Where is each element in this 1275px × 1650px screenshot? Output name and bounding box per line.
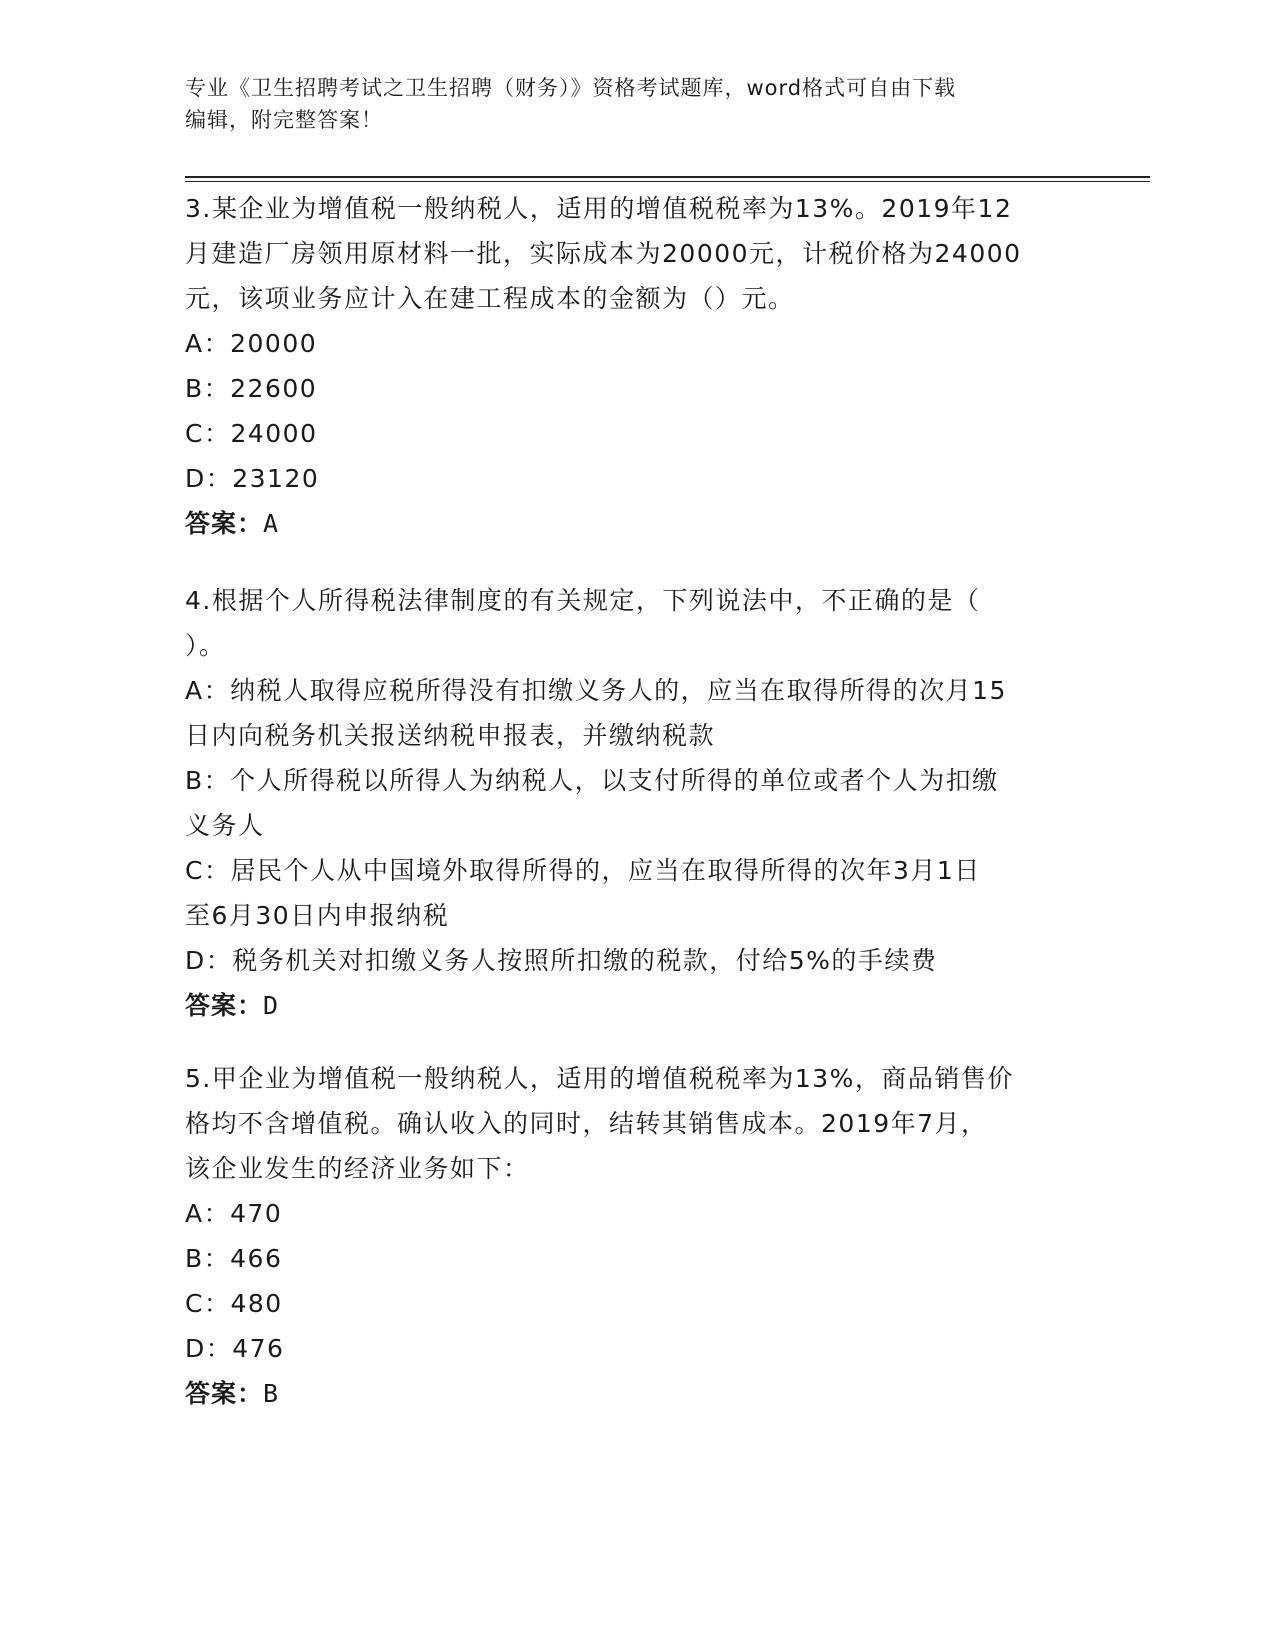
- question-stem-line: 月建造厂房领用原材料一批，实际成本为20000元，计税价格为24000: [185, 239, 1022, 268]
- header-divider: [185, 181, 1150, 182]
- option-d: D：税务机关对扣缴义务人按照所扣缴的税款，付给5%的手续费: [185, 946, 938, 975]
- option-b: B：466: [185, 1244, 283, 1273]
- answer-label: 答案：: [185, 1379, 264, 1408]
- answer: [185, 501, 1085, 546]
- answer-value: B: [263, 1379, 280, 1408]
- question-stem-line: 4.根据个人所得税法律制度的有关规定，下列说法中，不正确的是（: [185, 586, 981, 615]
- question-4: [185, 578, 1085, 1028]
- header-divider: [185, 176, 1150, 178]
- header-line: 专业《卫生招聘考试之卫生招聘（财务）》资格考试题库，word格式可自由下载: [185, 76, 957, 100]
- option-c: C：480: [185, 1289, 283, 1318]
- document-header: [185, 72, 1085, 136]
- answer-value: D: [263, 991, 280, 1020]
- answer: [185, 983, 1085, 1028]
- option-b-cont: 义务人: [185, 811, 265, 840]
- option-a: A：470: [185, 1199, 283, 1228]
- option-c: C：24000: [185, 419, 318, 448]
- option-d: D：23120: [185, 464, 320, 493]
- answer: [185, 1371, 1085, 1416]
- question-stem-line: 元，该项业务应计入在建工程成本的金额为（）元。: [185, 284, 795, 313]
- question-stem-line: 格均不含增值税。确认收入的同时，结转其销售成本。2019年7月，: [185, 1109, 988, 1138]
- answer-label: 答案：: [185, 991, 264, 1020]
- question-5: [185, 1056, 1085, 1416]
- option-a: A：纳税人取得应税所得没有扣缴义务人的，应当在取得所得的次月15: [185, 676, 1007, 705]
- option-d: D：476: [185, 1334, 285, 1363]
- answer-value: A: [263, 509, 280, 538]
- question-stem-line: ）。: [185, 631, 226, 660]
- header-line: 编辑，附完整答案！: [185, 108, 383, 132]
- option-a: A：20000: [185, 329, 318, 358]
- option-b: B：个人所得税以所得人为纳税人，以支付所得的单位或者个人为扣缴: [185, 766, 999, 795]
- question-stem-line: 3.某企业为增值税一般纳税人，适用的增值税税率为13%。2019年12: [185, 194, 1013, 223]
- question-3: [185, 186, 1085, 546]
- question-stem-line: 该企业发生的经济业务如下：: [185, 1154, 530, 1183]
- answer-label: 答案：: [185, 509, 264, 538]
- question-stem-line: 5.甲企业为增值税一般纳税人，适用的增值税税率为13%，商品销售价: [185, 1064, 1014, 1093]
- option-c-cont: 至6月30日内申报纳税: [185, 901, 450, 930]
- option-a-cont: 日内向税务机关报送纳税申报表，并缴纳税款: [185, 721, 716, 750]
- option-c: C：居民个人从中国境外取得所得的，应当在取得所得的次年3月1日: [185, 856, 981, 885]
- option-b: B：22600: [185, 374, 318, 403]
